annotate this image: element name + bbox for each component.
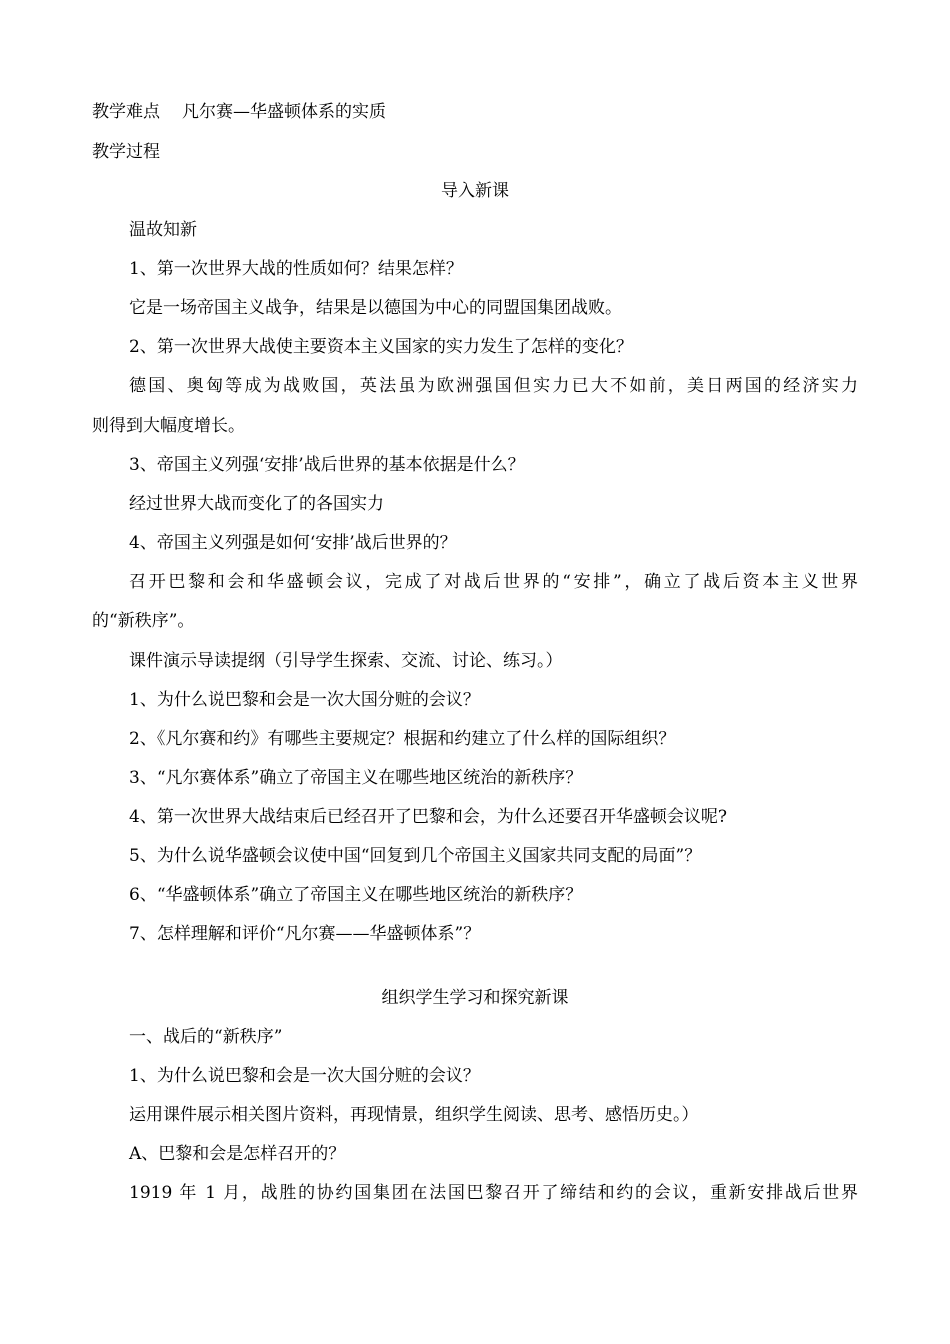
section-title-new-lesson: 组织学生学习和探究新课 [381, 988, 569, 1008]
part-1-method: 运用课件展示相关图片资料，再现情景，组织学生阅读、思考、感悟历史。） [129, 1105, 699, 1125]
review-answer-4-line-1: 召开巴黎和会和华盛顿会议，完成了对战后世界的“安排”，确立了战后资本主义世界 [129, 572, 858, 592]
part-1-heading: 一、战后的“新秩序” [129, 1027, 283, 1047]
part-1-text: 1919 年 1 月，战胜的协约国集团在法国巴黎召开了缔结和约的会议，重新安排战后世界 [129, 1183, 858, 1203]
outline-item: 1、为什么说巴黎和会是一次大国分赃的会议？ [129, 690, 480, 710]
outline-item: 4、第一次世界大战结束后已经召开了巴黎和会，为什么还要召开华盛顿会议呢? [129, 807, 727, 827]
outline-item: 5、为什么说华盛顿会议使中国“回复到几个帝国主义国家共同支配的局面”？ [129, 846, 702, 866]
section-title-intro: 导入新课 [441, 181, 509, 201]
review-question-2: 2、第一次世界大战使主要资本主义国家的实力发生了怎样的变化？ [129, 337, 633, 357]
review-answer-2-line-2: 则得到大幅度增长。 [92, 416, 245, 436]
review-answer-4-line-2: 的“新秩序”。 [92, 611, 195, 631]
outline-intro: 课件演示导读提纲（引导学生探索、交流、讨论、练习。） [129, 651, 563, 671]
review-answer-3: 经过世界大战而变化了的各国实力 [129, 494, 384, 514]
review-answer-2-line-1: 德国、奥匈等成为战败国，英法虽为欧洲强国但实力已大不如前，美日两国的经济实力 [129, 376, 858, 396]
difficulty-text: 凡尔赛—华盛顿体系的实质 [182, 102, 386, 122]
review-title: 温故知新 [129, 220, 197, 240]
part-1-subquestion-a: A、巴黎和会是怎样召开的？ [129, 1144, 346, 1164]
review-answer-1: 它是一场帝国主义战争，结果是以德国为中心的同盟国集团战败。 [129, 298, 622, 318]
teaching-process-label: 教学过程 [92, 142, 160, 162]
outline-item: 7、怎样理解和评价“凡尔赛——华盛顿体系”？ [129, 924, 481, 944]
review-question-4: 4、帝国主义列强是如何‘安排’战后世界的？ [129, 533, 457, 553]
part-1-question-1: 1、为什么说巴黎和会是一次大国分赃的会议？ [129, 1066, 480, 1086]
teaching-difficulty-line [92, 101, 386, 123]
outline-item: 6、“华盛顿体系”确立了帝国主义在哪些地区统治的新秩序？ [129, 885, 583, 905]
outline-item: 2、《凡尔赛和约》有哪些主要规定？根据和约建立了什么样的国际组织？ [129, 729, 676, 749]
review-question-3: 3、帝国主义列强‘安排’战后世界的基本依据是什么？ [129, 455, 525, 475]
outline-item: 3、“凡尔赛体系”确立了帝国主义在哪些地区统治的新秩序？ [129, 768, 583, 788]
review-question-1: 1、第一次世界大战的性质如何？结果怎样？ [129, 259, 463, 279]
difficulty-label: 教学难点 [92, 102, 160, 122]
